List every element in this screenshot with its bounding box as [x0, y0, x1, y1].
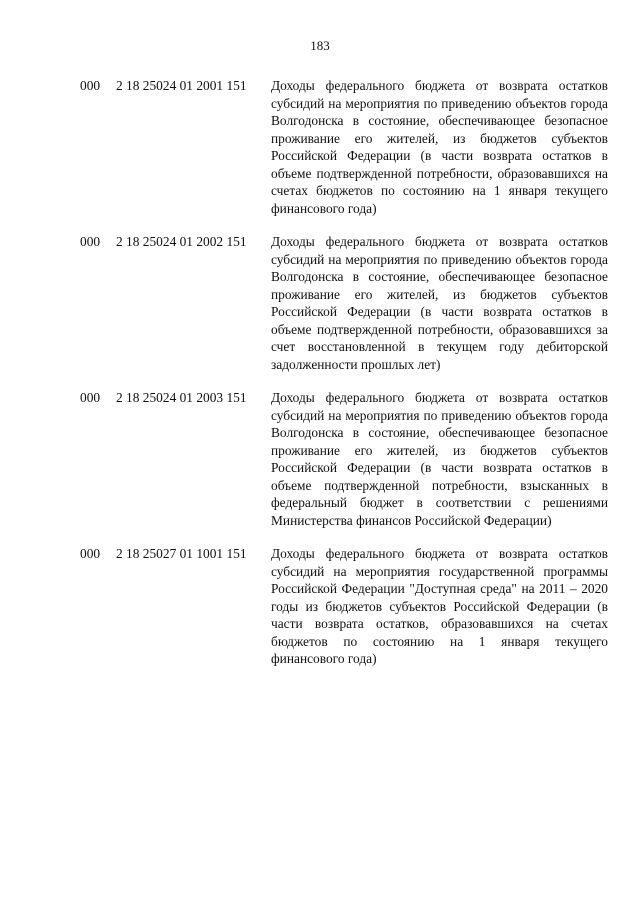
entry-description: Доходы федерального бюджета от возврата остатков субсидий на мероприятия по приведению объектов города Волгодонска в состояние, обеспечивающее безопасное проживание его жителей, из бюджетов субъектов Российской Федерации (в части возврата остатков в объеме подтвержденной потребности, взысканных в федеральный бюджет в соответствии с решениями Министерства финансов Российской Федерации)	[271, 390, 608, 528]
admin-code: 000	[80, 390, 101, 405]
budget-entry	[0, 233, 640, 373]
kbk-code: 2 18 25024 01 2002 151	[116, 234, 247, 249]
page-number: 183	[310, 38, 330, 53]
entry-description: Доходы федерального бюджета от возврата остатков субсидий на мероприятия по приведению объектов города Волгодонска в состояние, обеспечивающее безопасное проживание его жителей, из бюджетов субъектов Российской Федерации (в части возврата остатков в объеме подтвержденной потребности, образовавшихся на счетах бюджетов по состоянию на 1 января текущего финансового года)	[271, 78, 608, 216]
admin-code: 000	[80, 546, 101, 561]
kbk-code: 2 18 25027 01 1001 151	[116, 546, 247, 561]
entry-description: Доходы федерального бюджета от возврата остатков субсидий на мероприятия государственной программы Российской Федерации "Доступная среда" на 2011 – 2020 годы из бюджетов субъектов Российской Федерации (в части возврата остатков, образовавшихся на счетах бюджетов по состоянию на 1 января текущего финансового года)	[271, 546, 608, 666]
budget-entry	[0, 389, 640, 529]
kbk-code: 2 18 25024 01 2003 151	[116, 390, 247, 405]
admin-code: 000	[80, 234, 101, 249]
budget-entry	[0, 77, 640, 217]
budget-entry	[0, 545, 640, 668]
budget-entries-list	[0, 77, 640, 684]
kbk-code: 2 18 25024 01 2001 151	[116, 78, 247, 93]
entry-description: Доходы федерального бюджета от возврата остатков субсидий на мероприятия по приведению объектов города Волгодонска в состояние, обеспечивающее безопасное проживание его жителей, из бюджетов субъектов Российской Федерации (в части возврата остатков в объеме подтвержденной потребности, образовавшихся за счет восстановленной в текущем году дебиторской задолженности прошлых лет)	[271, 234, 608, 372]
admin-code: 000	[80, 78, 101, 93]
